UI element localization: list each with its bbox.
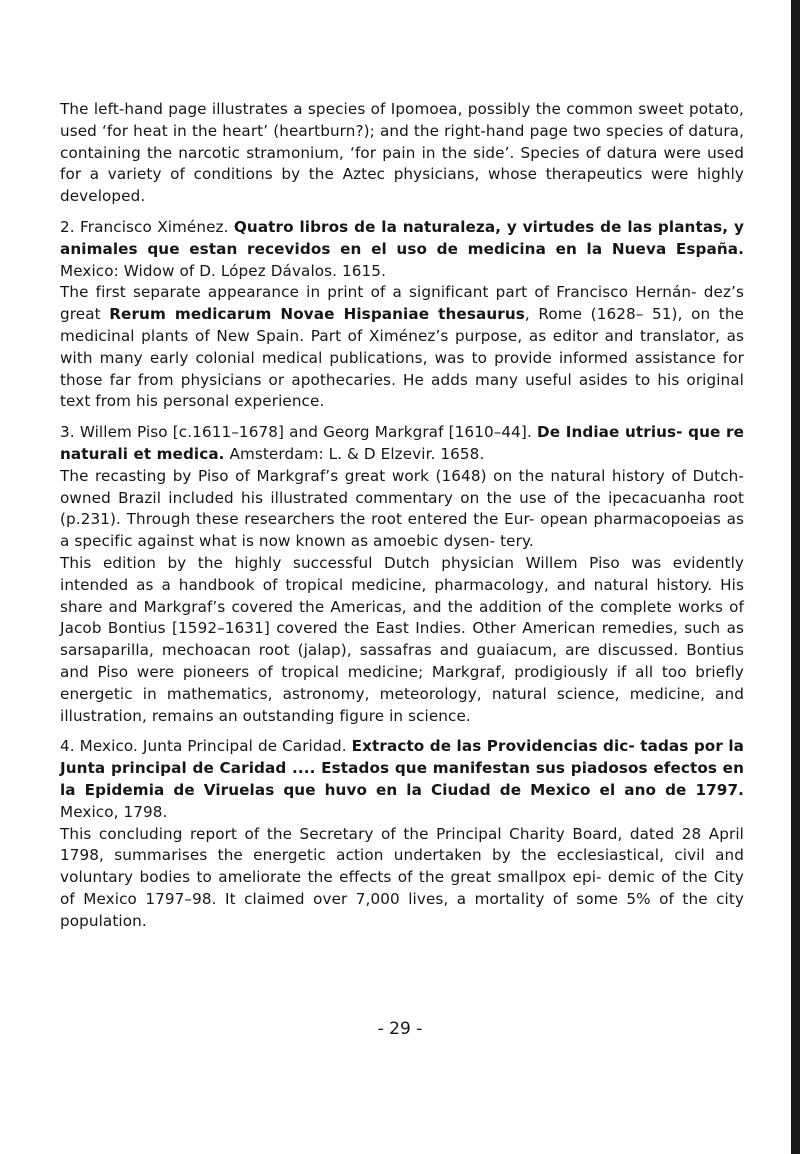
entry-2-citation xyxy=(60,217,744,282)
entry-4 xyxy=(60,736,744,932)
entry-2-desc-title: Rerum medicarum Novae Hispaniae thesaurus xyxy=(109,305,525,324)
entry-2-author: Francisco Ximénez. xyxy=(80,217,229,236)
intro-paragraph: The left-hand page illustrates a species of Ipomoea, possibly the common sweet potato, used ‘for heat in the heart’ (heartburn?); and the right-hand page two species of datura, containing the narcotic stramonium, ‘for pain in the side’. Species of datura were used for a variety of conditions by the Aztec physicians, whose therapeutics were highly developed. xyxy=(60,100,744,206)
entry-3 xyxy=(60,422,744,727)
entry-4-citation xyxy=(60,736,744,823)
entry-2-number: 2. xyxy=(60,217,75,236)
entry-2-description xyxy=(60,282,744,413)
entry-2-imprint: Mexico: Widow of D. López Dávalos. 1615. xyxy=(60,261,386,280)
entry-3-description-1: The recasting by Piso of Markgraf’s great work (1648) on the natural history of Dutch-owned Brazil included his illustrated commentary on the use of the ipecacuanha root (p.231). Through these researchers the root entered the Eur- opean pharmacopoeias as a specific against what is now known as amoebic dysen- tery. xyxy=(60,466,744,551)
entry-3-author: Willem Piso [c.1611–1678] and Georg Markgraf [1610–44]. xyxy=(79,423,532,442)
page-number: - 29 - xyxy=(377,1019,423,1039)
entry-2-desc-before: The first separate appearance in print of a significant part of Francisco Hernán- dez’s great xyxy=(60,283,744,324)
entry-4-author: Mexico. Junta Principal de Caridad. xyxy=(79,737,347,756)
entry-4-title: Extracto de las Providencias dic- tadas por la Junta principal de Caridad .... Estados que manifestan sus piadosos efectos en la Epidemia de Viruelas que huvo en la Ciudad de Mexico el ano de 1797. xyxy=(60,737,744,799)
entry-3-imprint: Amsterdam: L. & D Elzevir. 1658. xyxy=(229,444,485,463)
page-body xyxy=(60,99,744,941)
entry-2-desc-after: , Rome (1628– 51), on the medicinal plants of New Spain. Part of Ximénez’s purpose, as editor and translator, as with many early colonial medical publications, was to provide informed assistance for those far from physicians or apothecaries. He adds many useful asides to his original text from his personal experience. xyxy=(60,305,744,411)
entry-2-title: Quatro libros de la naturaleza, y virtudes de las plantas, y animales que estan recevidos en el uso de medicina en la Nueva España. xyxy=(60,217,744,258)
entry-3-citation xyxy=(60,422,744,466)
entry-3-number: 3. xyxy=(60,423,75,442)
entry-4-description: This concluding report of the Secretary of the Principal Charity Board, dated 28 April 1798, summarises the energetic action undertaken by the ecclesiastical, civil and voluntary bodies to ameliorate the effects of the great smallpox epi- demic of the City of Mexico 1797–98. It claimed over 7,000 lives, a mortality of some 5% of the city population. xyxy=(60,824,744,930)
entry-2 xyxy=(60,217,744,413)
entry-3-title: De Indiae utrius- que re naturali et medica. xyxy=(60,423,744,463)
entry-4-number: 4. xyxy=(60,737,75,756)
entry-4-imprint: Mexico, 1798. xyxy=(60,802,168,821)
entry-3-description-2: This edition by the highly successful Dutch physician Willem Piso was evidently intended as a handbook of tropical medicine, pharmacology, and natural history. His share and Markgraf’s covered the Americas, and the addition of the complete works of Jacob Bontius [1592–1631] covered the East Indies. Other American remedies, such as sarsaparilla, mechoacan root (jalap), sassafras and guaiacum, are discussed. Bontius and Piso were pioneers of tropical medicine; Markgraf, prodigiously if all too briefly energetic in mathematics, astronomy, meteorology, natural science, medicine, and illustration, remains an outstanding figure in science. xyxy=(60,553,744,725)
page-edge-shadow xyxy=(791,0,800,1154)
